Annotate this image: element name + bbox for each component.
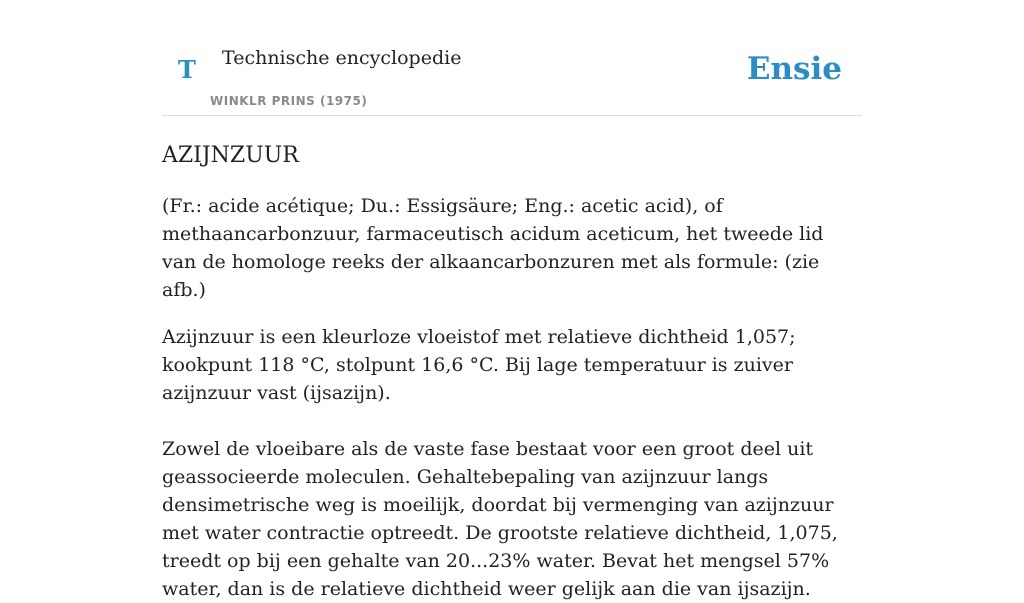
- entry-title: AZIJNZUUR: [162, 143, 299, 168]
- source-title-link[interactable]: Technische encyclopedie: [222, 47, 462, 69]
- source-logo[interactable]: T: [178, 55, 196, 84]
- source-header: [162, 0, 862, 116]
- brand-logo-link[interactable]: Ensie: [746, 51, 842, 87]
- entry-paragraph: Azijnzuur is een kleurloze vloeistof met relatieve dichtheid 1,057; kookpunt 118 °C, stolpunt 16,6 °C. Bij lage temperatuur is zuiver azijnzuur vast (ijsazijn).: [162, 326, 796, 404]
- entry-paragraph: Zowel de vloeibare als de vaste fase bestaat voor een groot deel uit geassocieerde moleculen. Gehaltebepaling van azijnzuur langs densimetrische weg is moeilijk, doordat bij vermenging van azijnzuur met water contractie optreedt. De grootste relatieve dichtheid, 1,075, treedt op bij een gehalte van 20...23% water. Bevat het mengsel 57% water, dan is de relatieve dichtheid weer gelijk aan die van ijsazijn.: [162, 438, 838, 600]
- entry-paragraph: (Fr.: acide acétique; Du.: Essigsäure; Eng.: acetic acid), of methaancarbonzuur, farmaceutisch acidum aceticum, het tweede lid van de homologe reeks der alkaancarbonzuren met als formule: (zie afb.): [162, 195, 824, 301]
- source-subtitle: WINKLR PRINS (1975): [210, 94, 368, 108]
- article-page: [162, 0, 862, 603]
